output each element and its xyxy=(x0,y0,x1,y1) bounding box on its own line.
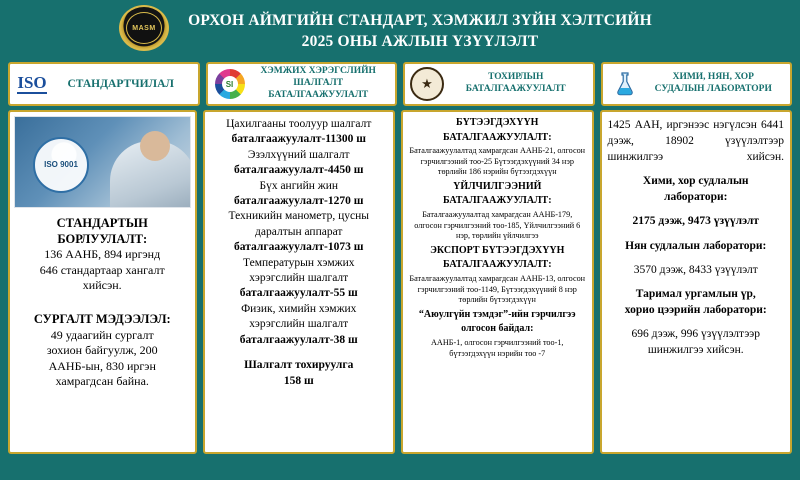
iso-badge-label: ISO xyxy=(17,73,47,92)
section-header-conformity xyxy=(403,62,595,106)
stamp-seal-icon: ★ xyxy=(409,67,445,101)
service-cert-title-line1: ҮЙЛЧИЛГЭЭНИЙ xyxy=(453,180,542,192)
product-cert-body: Баталгаажуулалтад хамрагдсан ААНБ-21, олгосон гэрчилгээний тоо-25 Бүтээгдэхүүний 34 нэр төрлийн 186 нэрийн бүтээгдэхүүн xyxy=(409,146,586,177)
training-title: СУРГАЛТ МЭДЭЭЛЭЛ: xyxy=(33,312,171,327)
training-line4: хамрагдсан байна. xyxy=(55,374,149,389)
footer-strip xyxy=(0,454,800,476)
export-cert-title-line2: БАТАЛГААЖУУЛАЛТ: xyxy=(442,259,552,271)
measurement-line: Техникийн манометр, цусны xyxy=(228,210,369,223)
micro-lab-value: 3570 дээж, 8433 үзүүлэлт xyxy=(633,263,758,276)
measurement-total-value: 158 ш xyxy=(283,374,314,387)
seed-lab-value-line1: 696 дээж, 996 үзүүлэлтээр xyxy=(631,328,760,341)
page-title-line2: 2025 ОНЫ АЖЛЫН ҮЗҮҮЛЭЛТ xyxy=(301,33,539,50)
measurement-line: даралтын аппарат xyxy=(255,225,343,238)
section-header-label-line1: ХЭМЖИХ ХЭРЭГСЛИЙН xyxy=(260,66,376,77)
safety-mark-title-line1: “Аюулгүйн тэмдэг”-ийн гэрчилгээ xyxy=(418,308,576,320)
service-cert-title-line2: БАТАЛГААЖУУЛАЛТ: xyxy=(442,195,552,207)
column-standardization xyxy=(8,110,197,454)
section-header-standardization xyxy=(8,62,200,106)
measurement-line: Цахилгааны тоолуур шалгалт xyxy=(226,118,372,130)
section-header-label-wrap xyxy=(445,72,589,96)
micro-lab-title: Нян судлалын лаборатори: xyxy=(625,239,767,252)
seed-lab-title-line1: Таримал ургамлын үр, xyxy=(635,288,756,301)
measurement-line: баталгаажуулалт-55 ш xyxy=(239,287,358,300)
masm-logo-icon xyxy=(118,4,170,52)
sales-title-line2: БОРЛУУЛАЛТ: xyxy=(57,231,148,246)
seed-lab-value-line2: шинжилгээ хийсэн. xyxy=(647,343,744,356)
section-header-label-line1: ХИМИ, НЯН, ХОР xyxy=(672,72,754,83)
safety-mark-title-line2: олгосон байдал: xyxy=(461,323,534,335)
section-header-label-line2: БАТАЛГААЖУУЛАЛТ xyxy=(465,84,566,94)
iso-9001-seal: ISO 9001 xyxy=(33,137,89,193)
chem-lab-title-line1: Хими, хор судлалын xyxy=(642,175,749,188)
product-cert-title-line2: БАТАЛГААЖУУЛАЛТ: xyxy=(442,131,552,143)
sales-title-line1: СТАНДАРТЫН xyxy=(56,216,148,230)
measurement-line: баталгаажуулалт-1073 ш xyxy=(234,241,364,254)
training-line1: 49 удаагийн сургалт xyxy=(50,327,154,342)
section-header-measurement xyxy=(206,62,398,106)
training-line2: зохион байгуулж, 200 xyxy=(46,343,158,358)
measurement-line: хэрэгслийн шалгалт xyxy=(249,318,349,331)
header xyxy=(0,0,800,60)
section-header-laboratory xyxy=(601,62,793,106)
section-header-label-wrap xyxy=(248,66,392,102)
measurement-line: Физик, химийн хэмжих xyxy=(241,302,357,315)
column-conformity xyxy=(401,110,594,454)
chem-lab-title-line2: лаборатори: xyxy=(664,190,728,203)
export-cert-body: Баталгаажуулалтад хамрагдсан ААНБ-13, олгосон гэрчилгээний тоо-1149, Бүтээгдэхүүний 8 нэр төрлийн бүтээгдэхүүн xyxy=(409,273,586,305)
column-measurement xyxy=(203,110,396,454)
section-header-label-line2: СУДАЛЫН ЛАБОРАТОРИ xyxy=(654,84,772,94)
column-laboratory xyxy=(600,110,793,454)
measurement-line: Бүх ангийн жин xyxy=(259,179,339,192)
safety-mark-body: ААНБ-1, олгосон гэрчилгээний тоо-1, бүтээгдэхүүн нэрийн тоо -7 xyxy=(431,337,564,358)
section-header-label-line1: ТОХИРЛЫН xyxy=(488,72,544,83)
section-header-label: СТАНДАРТЧИЛАЛ xyxy=(67,77,175,90)
sales-line3: хийсэн. xyxy=(82,278,122,293)
content-columns xyxy=(0,106,800,454)
standardization-photo xyxy=(14,116,191,208)
lab-flask-icon xyxy=(607,67,643,101)
standardization-training-block xyxy=(14,312,191,390)
measurement-line: баталгаажуулалт-4450 ш xyxy=(234,164,364,177)
measurement-line: Эзэлхүүний шалгалт xyxy=(247,148,350,161)
standardization-sales-block xyxy=(14,216,191,294)
measurement-line: баталгаажуулалт-1270 ш xyxy=(234,195,364,208)
service-cert-body: Баталгаажуулалтад хамрагдсан ААНБ-179, олгосон гэрчилгээний тоо-185, Үйлчилгээний 6 нэр, төрлийн үйлчилгээ xyxy=(414,209,581,241)
measurement-line: баталгаажуулалт-38 ш xyxy=(239,333,358,346)
section-header-label-wrap xyxy=(643,72,787,96)
page-title xyxy=(188,11,652,53)
logo-text: MASM xyxy=(126,12,162,44)
si-color-wheel-icon xyxy=(212,67,248,101)
sales-line1: 136 ААНБ, 894 иргэнд xyxy=(44,247,161,262)
measurement-line: хэрэгслийн шалгалт xyxy=(249,272,349,285)
product-cert-title-line1: БҮТЭЭГДЭХҮҮН xyxy=(456,117,539,128)
measurement-total-label: Шалгалт тохируулга xyxy=(244,359,354,372)
iso-badge-icon xyxy=(14,67,50,101)
sales-line2: 646 стандартаар хангалт xyxy=(39,262,165,277)
seed-lab-title-line2: хорио цээрийн лаборатори: xyxy=(624,303,767,316)
measurement-line: баталгаажуулалт-11300 ш xyxy=(231,133,366,146)
export-cert-title-line1: ЭКСПОРТ БҮТЭЭГДЭХҮҮН xyxy=(430,244,565,256)
lab-intro: 1425 ААН, иргэнээс нэгүлсэн 6441 дээж, 18902 үзүүлэлтээр шинжилгээ хийсэн. xyxy=(607,119,784,164)
section-header-label-line2: ШАЛГАЛТ БАТАЛГААЖУУЛАЛТ xyxy=(268,78,369,100)
measurement-line: Температурын хэмжих xyxy=(243,256,355,269)
chem-lab-value: 2175 дээж, 9473 үзүүлэлт xyxy=(632,215,759,228)
training-line3: ААНБ-ын, 830 иргэн xyxy=(48,358,156,373)
section-headers xyxy=(0,60,800,106)
page-title-line1: ОРХОН АЙМГИЙН СТАНДАРТ, ХЭМЖИЛ ЗҮЙН ХЭЛТСИЙН xyxy=(188,12,652,30)
